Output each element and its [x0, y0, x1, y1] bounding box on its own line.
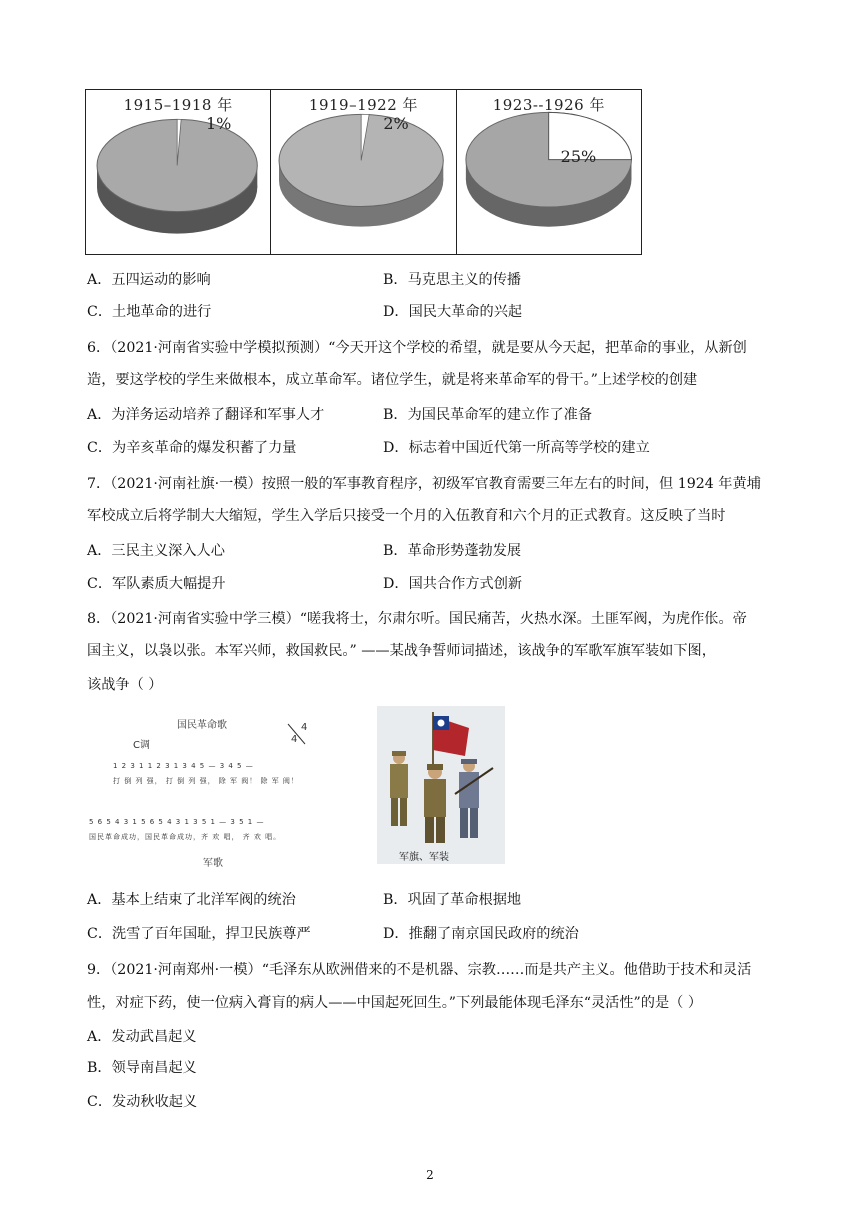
- lyrics-line1: 打 倒 列 强， 打 倒 列 强， 除 军 阀！ 除 军 阀！: [113, 777, 299, 785]
- song-key: C调: [133, 740, 150, 751]
- notes-line2: 5 6 5 4 3 1 5 6 5 4 3 1 3 5 1 — 3 5 1 —: [89, 818, 265, 826]
- q8-stem-line3: 该战争（ ）: [87, 677, 163, 693]
- q6-option-a[interactable]: A．为洋务运动培养了翻译和军事人才: [87, 407, 325, 423]
- pie-chart-1915-1918: [86, 90, 271, 254]
- time-sig-top: 4: [301, 722, 308, 733]
- pie-chart-1923-1926: [457, 90, 641, 254]
- q7-option-a[interactable]: A．三民主义深入人心: [87, 543, 225, 559]
- pie-title: 1923--1926 年: [492, 96, 605, 114]
- q9-stem-line2: 性，对症下药，使一位病入膏肓的病人——中国起死回生。”下列最能体现毛泽东“灵活性”的是（ ）: [87, 995, 703, 1011]
- q8-option-b[interactable]: B．巩固了革命根据地: [383, 892, 522, 908]
- song-title: 国民革命歌: [177, 720, 227, 731]
- q7-option-b[interactable]: B．革命形势蓬勃发展: [383, 543, 522, 559]
- pie-percent-label: 2%: [383, 114, 409, 133]
- q6-option-b[interactable]: B．为国民革命军的建立作了准备: [383, 407, 593, 423]
- soldiers-flag-image: [377, 706, 505, 864]
- soldiers-illustration: [377, 706, 505, 846]
- q8-stem-line1: 8．（2021·河南省实验中学三模）“嗟我将士，尔肃尔听。国民痛苦，火热水深。土匪军阀，为虎作伥。帝: [87, 611, 747, 627]
- q7-stem-line1: 7．（2021·河南社旗·一模）按照一般的军事教育程序，初级军官教育需要三年左右的时间，但 1924 年黄埔: [87, 476, 761, 492]
- q6-stem-line1: 6．（2021·河南省实验中学模拟预测）“今天开这个学校的希望，就是要从今天起，把革命的事业，从新创: [87, 340, 747, 356]
- image-caption: 军旗、军装: [399, 852, 449, 863]
- q9-option-a[interactable]: A．发动武昌起义: [87, 1029, 197, 1045]
- q8-option-a[interactable]: A．基本上结束了北洋军阀的统治: [87, 892, 296, 908]
- q7-option-d[interactable]: D．国共合作方式创新: [383, 576, 523, 592]
- q5-option-c[interactable]: C．土地革命的进行: [87, 304, 212, 320]
- pie-chart-figure: [85, 89, 642, 255]
- q9-option-c[interactable]: C．发动秋收起义: [87, 1094, 198, 1110]
- military-song-figure: [85, 714, 375, 869]
- q7-stem-line2: 军校成立后将学制大大缩短，学生入学后只接受一个月的入伍教育和六个月的正式教育。这反映了当时: [87, 508, 726, 524]
- page-number: 2: [426, 1168, 434, 1182]
- pie-chart-1919-1922: [271, 90, 456, 254]
- pie-percent-label: 1%: [206, 114, 232, 133]
- q6-stem-line2: 造，要这学校的学生来做根本，成立革命军。诸位学生，就是将来革命军的骨干。”上述学校的创建: [87, 372, 698, 388]
- q6-option-c[interactable]: C．为辛亥革命的爆发积蓄了力量: [87, 440, 297, 456]
- q8-option-c[interactable]: C．洗雪了百年国耻，捍卫民族尊严: [87, 926, 311, 942]
- lyrics-line2: 国民革命成功，国民革命成功，齐 欢 唱， 齐 欢 唱。: [89, 833, 282, 841]
- q8-stem-line2: 国主义，以袅以张。本军兴师，救国救民。” ——某战争誓师词描述，该战争的军歌军旗军装如下图，: [87, 643, 716, 659]
- q5-option-a[interactable]: A．五四运动的影响: [87, 272, 211, 288]
- pie-title: 1919–1922 年: [308, 96, 419, 114]
- q7-option-c[interactable]: C．军队素质大幅提升: [87, 576, 226, 592]
- time-sig-bottom: 4: [291, 734, 298, 745]
- q9-stem-line1: 9．（2021·河南郑州·一模）“毛泽东从欧洲借来的不是机器、宗教……而是共产主义。他借助于技术和灵活: [87, 962, 752, 978]
- q5-option-b[interactable]: B．马克思主义的传播: [383, 272, 522, 288]
- song-caption: 军歌: [203, 858, 223, 869]
- q6-option-d[interactable]: D．标志着中国近代第一所高等学校的建立: [383, 440, 650, 456]
- q9-option-b[interactable]: B．领导南昌起义: [87, 1060, 197, 1076]
- pie-title: 1915–1918 年: [123, 96, 233, 114]
- q5-option-d[interactable]: D．国民大革命的兴起: [383, 304, 523, 320]
- notes-line1: 1 2 3 1 1 2 3 1 3 4 5 — 3 4 5 —: [113, 762, 254, 770]
- pie-percent-label: 25%: [560, 147, 597, 166]
- q8-option-d[interactable]: D．推翻了南京国民政府的统治: [383, 926, 579, 942]
